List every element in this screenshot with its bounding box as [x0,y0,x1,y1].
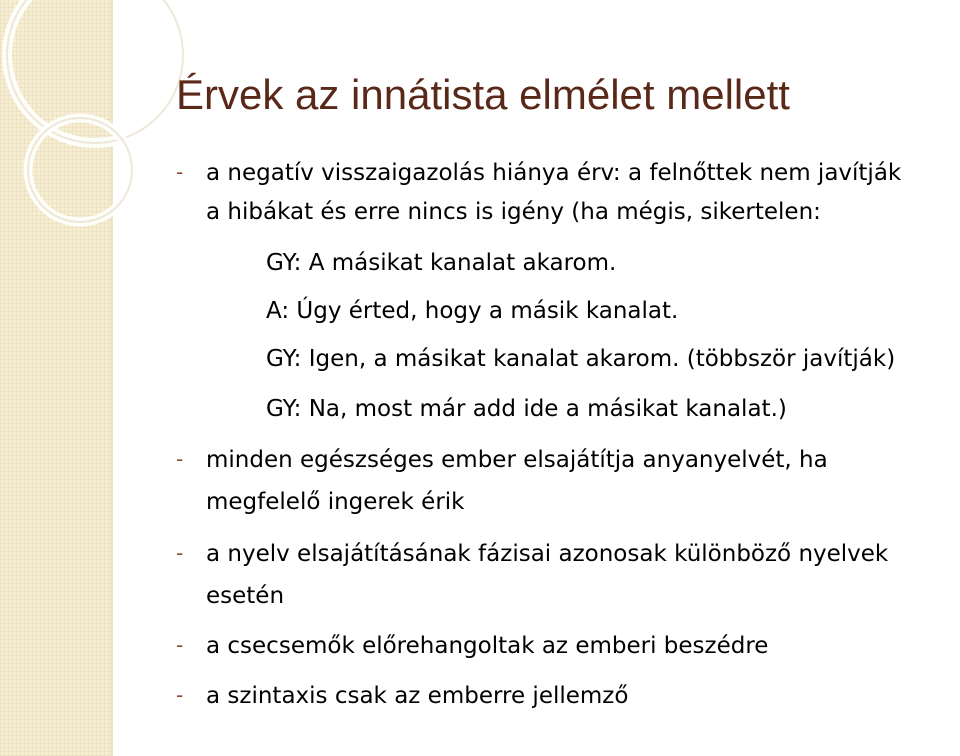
bullet-line: minden egészséges ember elsajátítja anyanyelvét, ha [206,447,828,473]
dialogue-text: GY: A másikat kanalat akarom. [266,250,617,276]
bullet-line: a hibákat és erre nincs is igény (ha mégis, sikertelen: [206,199,821,225]
bullet-marker: - [176,633,184,657]
bullet-line: a negatív visszaigazolás hiánya érv: a felnőttek nem javítják [206,160,902,186]
dialogue-text: GY: Igen, a másikat kanalat akarom. (többször javítják) [266,346,896,372]
bullet-line: esetén [206,583,285,609]
bullet-line: a nyelv elsajátításának fázisai azonosak különböző nyelvek [206,541,889,567]
decorative-circles [0,0,200,300]
bullet-line: a csecsemők előrehangoltak az emberi beszédre [206,633,769,659]
slide-title: Érvek az innátista elmélet mellett [176,71,790,118]
bullet-marker: - [176,160,184,184]
bullet-marker: - [176,541,184,565]
dialogue-text: GY: Na, most már add ide a másikat kanalat.) [266,396,787,422]
dialogue-text: A: Úgy érted, hogy a másik kanalat. [266,298,679,324]
decorative-circle-small-inner [28,118,132,222]
bullet-marker: - [176,683,184,707]
bullet-line: megfelelő ingerek érik [206,489,465,515]
bullet-marker: - [176,447,184,471]
bullet-line: a szintaxis csak az emberre jellemző [206,683,629,709]
